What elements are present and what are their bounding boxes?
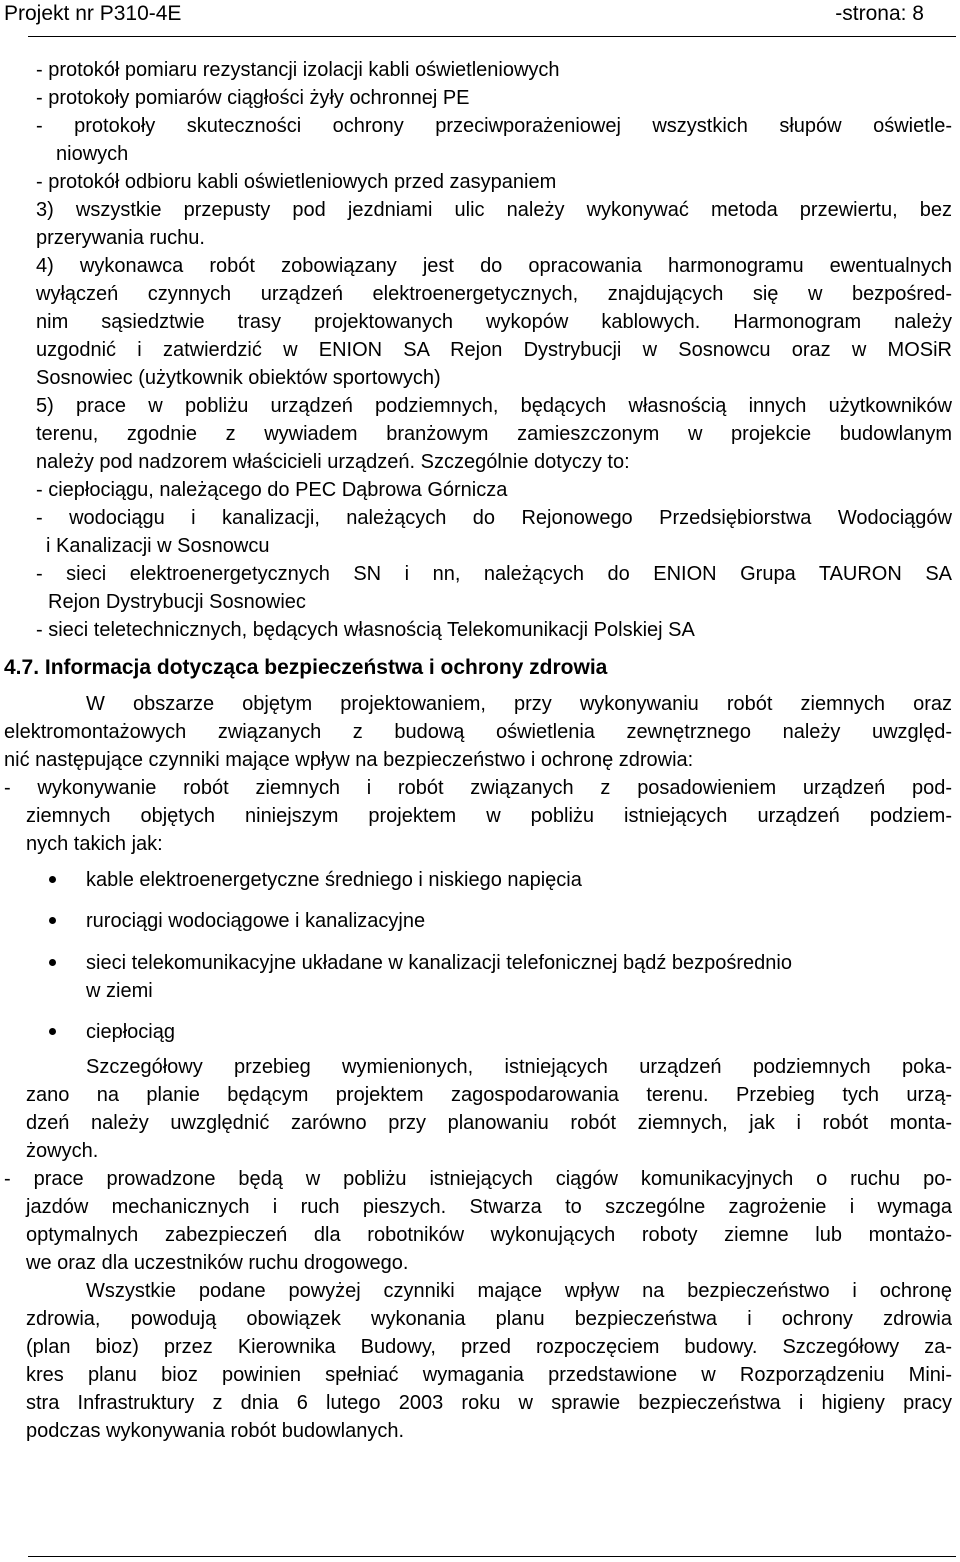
text-line: wyłączeń czynnych urządzeń elektroenergetycznych, znajdujących się w bezpośred- (36, 283, 952, 305)
bullet-item-continuation: w ziemi (86, 980, 153, 1002)
text-line: elektromontażowych związanych z budową oświetlenia zewnętrznego należy uwzględ- (4, 721, 952, 743)
header-rule (28, 36, 956, 37)
text-line: nych takich jak: (26, 833, 163, 855)
text-line: - protokół odbioru kabli oświetleniowych przed zasypaniem (36, 171, 557, 193)
text-line: dzeń należy uwzględnić zarówno przy planowaniu robót ziemnych, jak i robót monta- (26, 1112, 952, 1134)
text-line: we oraz dla uczestników ruchu drogowego. (26, 1252, 409, 1274)
text-line: zano na planie będącym projektem zagospodarowania terenu. Przebieg tych urzą- (26, 1084, 952, 1106)
text-line: - protokoły skuteczności ochrony przeciwporażeniowej wszystkich słupów oświetle- (36, 115, 952, 137)
bullet-item: sieci telekomunikacyjne układane w kanalizacji telefonicznej bądź bezpośrednio (86, 952, 792, 974)
bullet-item: rurociągi wodociągowe i kanalizacyjne (86, 910, 426, 932)
text-line: należy pod nadzorem właścicieli urządzeń. Szczególnie dotyczy to: (36, 451, 630, 473)
text-line: 4) wykonawca robót zobowiązany jest do opracowania harmonogramu ewentualnych (36, 255, 952, 277)
header-project-number: Projekt nr P310-4E (4, 2, 182, 25)
bullet-item: ciepłociąg (86, 1021, 175, 1043)
text-line: W obszarze objętym projektowaniem, przy wykonywaniu robót ziemnych oraz (86, 693, 952, 715)
text-line: 3) wszystkie przepusty pod jezdniami ulic należy wykonywać metoda przewiertu, bez (36, 199, 952, 221)
text-line: - wodociągu i kanalizacji, należących do Rejonowego Przedsiębiorstwa Wodociągów (36, 507, 952, 529)
text-line: - prace prowadzone będą w pobliżu istniejących ciągów komunikacyjnych o ruchu po- (4, 1168, 952, 1190)
text-line: zdrowia, powodują obowiązek wykonania planu bezpieczeństwa i ochrony zdrowia (26, 1308, 952, 1330)
text-line: - protokół pomiaru rezystancji izolacji kabli oświetleniowych (36, 59, 560, 81)
text-line: optymalnych zabezpieczeń dla robotników wykonujących roboty ziemne lub montażo- (26, 1224, 952, 1246)
text-line: Sosnowiec (użytkownik obiektów sportowych) (36, 367, 441, 389)
text-line: - wykonywanie robót ziemnych i robót związanych z posadowieniem urządzeń pod- (4, 777, 952, 799)
bullet-icon (49, 876, 56, 883)
text-line: - sieci elektroenergetycznych SN i nn, należących do ENION Grupa TAURON SA (36, 563, 952, 585)
text-line: i Kanalizacji w Sosnowcu (46, 535, 270, 557)
text-line: Wszystkie podane powyżej czynniki mające wpływ na bezpieczeństwo i ochronę (86, 1280, 952, 1302)
text-line: - protokoły pomiarów ciągłości żyły ochronnej PE (36, 87, 470, 109)
text-line: 5) prace w pobliżu urządzeń podziemnych, będących własnością innych użytkowników (36, 395, 952, 417)
bullet-icon (49, 1028, 56, 1035)
footer-rule (28, 1556, 956, 1557)
bullet-item: kable elektroenergetyczne średniego i niskiego napięcia (86, 869, 582, 891)
text-line: kres planu bioz powinien spełniać wymagania przedstawione w Rozporządzeniu Mini- (26, 1364, 952, 1386)
text-line: nić następujące czynniki mające wpływ na bezpieczeństwo i ochronę zdrowia: (4, 749, 694, 771)
text-line: Szczegółowy przebieg wymienionych, istniejących urządzeń podziemnych poka- (86, 1056, 952, 1078)
text-line: jazdów mechanicznych i ruch pieszych. Stwarza to szczególne zagrożenie i wymaga (26, 1196, 952, 1218)
text-line: Rejon Dystrybucji Sosnowiec (48, 591, 306, 613)
text-line: przerywania ruchu. (36, 227, 205, 249)
text-line: uzgodnić i zatwierdzić w ENION SA Rejon Dystrybucji w Sosnowcu oraz w MOSiR (36, 339, 952, 361)
text-line: podczas wykonywania robót budowlanych. (26, 1420, 404, 1442)
text-line: terenu, zgodnie z wywiadem branżowym zamieszczonym w projekcie budowlanym (36, 423, 952, 445)
text-line: żowych. (26, 1140, 99, 1162)
bullet-icon (49, 917, 56, 924)
text-line: (plan bioz) przez Kierownika Budowy, przed rozpoczęciem budowy. Szczegółowy za- (26, 1336, 952, 1358)
section-heading: 4.7. Informacja dotycząca bezpieczeństwa i ochrony zdrowia (4, 656, 608, 679)
text-line: ziemnych objętych niniejszym projektem w pobliżu istniejących urządzeń podziem- (26, 805, 952, 827)
bullet-icon (49, 959, 56, 966)
text-line: - sieci teletechnicznych, będących własnością Telekomunikacji Polskiej SA (36, 619, 695, 641)
text-line: stra Infrastruktury z dnia 6 lutego 2003 roku w sprawie bezpieczeństwa i higieny pracy (26, 1392, 952, 1414)
text-line: nim sąsiedztwie trasy projektowanych wykopów kablowych. Harmonogram należy (36, 311, 952, 333)
text-line: - ciepłociągu, należącego do PEC Dąbrowa Górnicza (36, 479, 508, 501)
text-line: niowych (56, 143, 129, 165)
header-page-number: -strona: 8 (835, 2, 924, 25)
